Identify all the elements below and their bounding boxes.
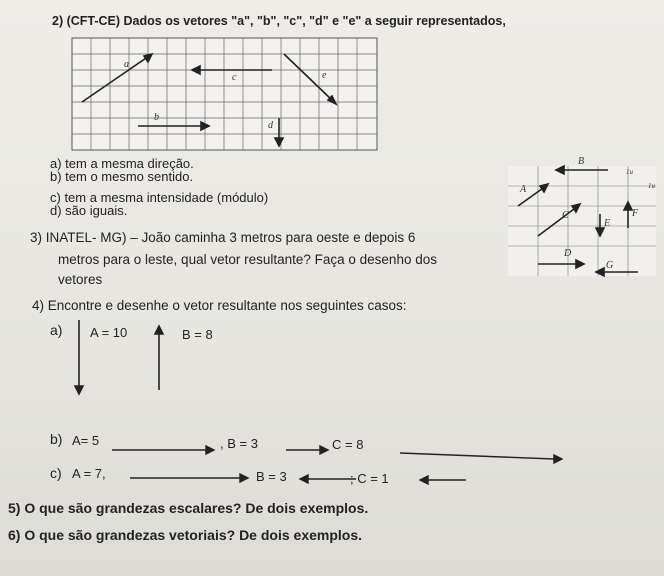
q3-line1: 3) INATEL- MG) – João caminha 3 metros para oeste e depois 6 xyxy=(30,230,416,245)
q4b-label: b) xyxy=(50,431,63,447)
vector-a-label: a xyxy=(124,59,129,70)
q2-option-c: c) tem a mesma intensidade (módulo) xyxy=(50,190,269,205)
q3-line3: vetores xyxy=(58,272,103,287)
vector-C-label: C xyxy=(562,210,569,221)
vector-A-label: A xyxy=(520,184,527,195)
vector-figure-right xyxy=(508,156,662,276)
q4c-C-value: ; C = 1 xyxy=(350,471,389,486)
q4b-arrows xyxy=(110,440,570,470)
vector-b-label: b xyxy=(154,112,159,123)
vector-G-label: G xyxy=(606,260,614,271)
q4a-B-value: B = 8 xyxy=(182,327,213,342)
vector-c-label: c xyxy=(232,72,237,83)
q4c-B-value: B = 3 xyxy=(256,469,287,484)
q2-title: 2) (CFT-CE) Dados os vetores "a", "b", "c", "d" e "e" a seguir representados, xyxy=(52,14,506,28)
q5-text: 5) O que são grandezas escalares? De dois exemplos. xyxy=(8,500,369,516)
vector-e-label: e xyxy=(322,70,327,81)
unit-label-2: 1u xyxy=(648,182,655,190)
q4b-C-value: C = 8 xyxy=(332,437,364,452)
q4c-A-value: A = 7, xyxy=(72,466,106,481)
vector-E-label: E xyxy=(604,218,611,229)
vector-grid-figure xyxy=(72,38,382,158)
q4c-arrows xyxy=(120,470,480,490)
q6-text: 6) O que são grandezas vetoriais? De dois exemplos. xyxy=(8,527,363,543)
vector-B-label: B xyxy=(578,156,585,167)
vector-D-label: D xyxy=(564,248,572,259)
q3-line2: metros para o leste, qual vetor resultante? Faça o desenho dos xyxy=(58,252,437,267)
q4a-label: a) xyxy=(50,322,63,338)
q4c-label: c) xyxy=(50,465,62,481)
q4a-A-value: A = 10 xyxy=(90,325,128,340)
q2-option-d: d) são iguais. xyxy=(50,203,128,218)
q4b-A-value: A= 5 xyxy=(72,433,100,448)
q2-option-b: b) tem o mesmo sentido. xyxy=(50,169,194,184)
q2-option-a: a) tem a mesma direção. xyxy=(50,156,194,171)
unit-label-1: 1u xyxy=(626,168,633,176)
vector-F-label: F xyxy=(632,208,639,219)
q4b-B-value: , B = 3 xyxy=(220,436,258,451)
vector-d-label: d xyxy=(268,120,273,131)
q4a-arrows xyxy=(70,318,170,408)
q4-title: 4) Encontre e desenhe o vetor resultante nos seguintes casos: xyxy=(32,298,407,313)
